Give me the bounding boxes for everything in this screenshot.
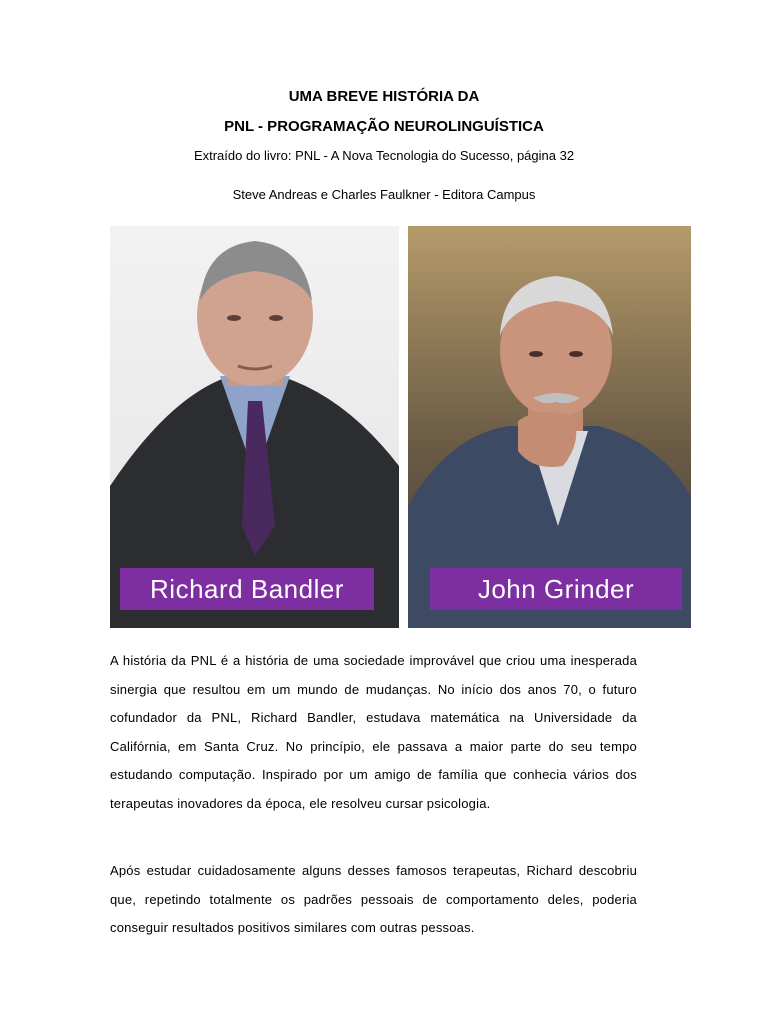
caption-john-grinder: John Grinder: [430, 568, 682, 610]
body-paragraph-2: Após estudar cuidadosamente alguns desses famosos terapeutas, Richard descobriu que, repetindo totalmente os padrões pessoais de comportamento deles, poderia conseguir resultados positivos similares com outras pessoas.: [110, 863, 637, 935]
source-line: Extraído do livro: PNL - A Nova Tecnologia do Sucesso, página 32: [193, 148, 575, 163]
caption-richard-bandler: Richard Bandler: [120, 568, 374, 610]
body-paragraph-1: A história da PNL é a história de uma sociedade improvável que criou uma inesperada sinergia que resultou em um mundo de mudanças. No início dos anos 70, o futuro cofundador da PNL, Richard Bandler, estudava matemática na Universidade da Califórnia, em Santa Cruz. No princípio, ele passava a maior parte do seu tempo estudando computação. Inspirado por um amigo de família que conhecia vários dos terapeutas inovadores da época, ele resolveu cursar psicologia.: [110, 653, 637, 811]
document-title-line1: UMA BREVE HISTÓRIA DA: [288, 88, 480, 105]
authors-line: Steve Andreas e Charles Faulkner - Editora Campus: [232, 187, 536, 202]
document-title-line2: PNL - PROGRAMAÇÃO NEUROLINGUÍSTICA: [224, 118, 544, 135]
